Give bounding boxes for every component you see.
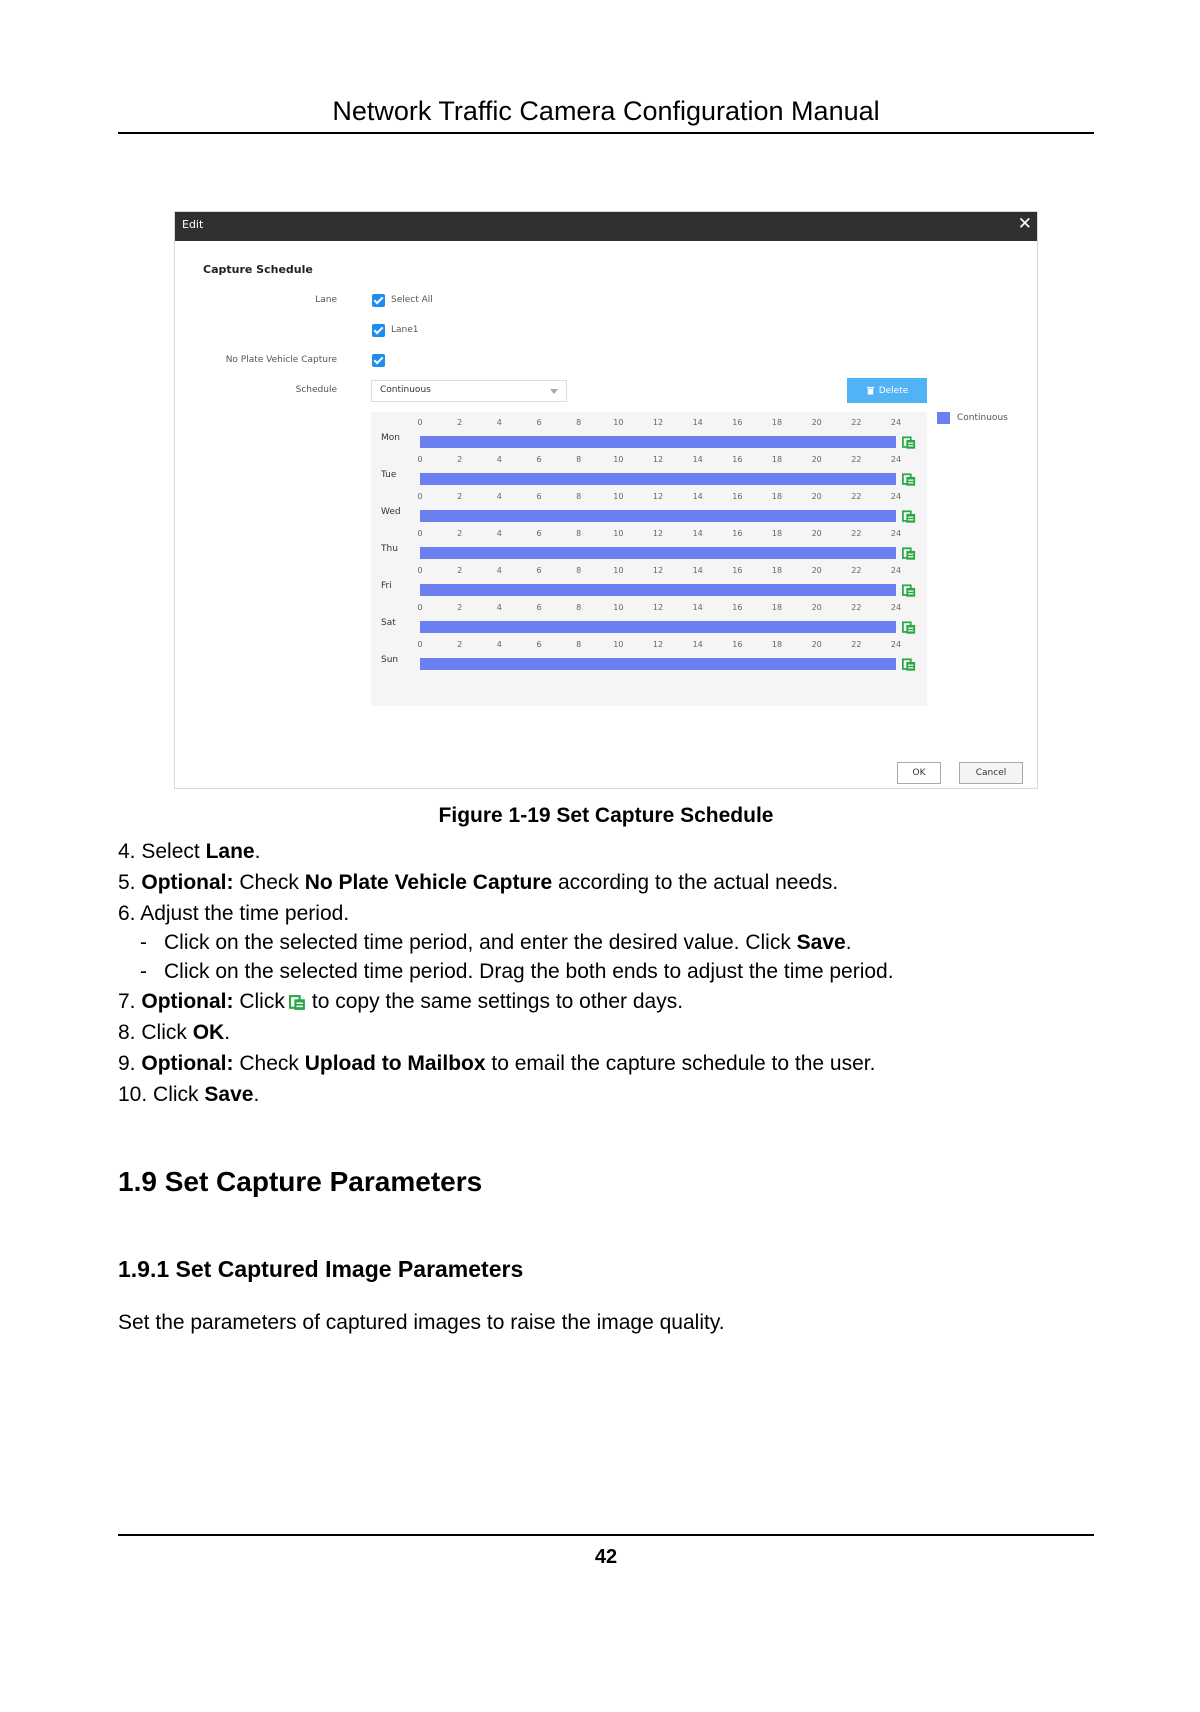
hour-tick-label: 18 (771, 529, 783, 538)
hour-tick-label: 12 (652, 529, 664, 538)
hour-tick-label: 8 (576, 455, 582, 464)
hour-tick-label: 4 (496, 603, 502, 612)
time-period-bar[interactable] (420, 510, 896, 522)
hour-tick-label: 10 (613, 566, 624, 575)
step-7 (118, 988, 683, 1016)
hour-tick-label: 16 (732, 418, 743, 427)
step-8 (118, 1019, 230, 1047)
time-period-bar[interactable] (420, 658, 896, 670)
step-number: 8. (118, 1021, 136, 1044)
schedule-row-tue (371, 455, 927, 492)
dialog-titlebar (175, 212, 1037, 241)
hour-tick-label: 2 (457, 529, 463, 538)
step-text: Check (233, 871, 305, 894)
ok-button[interactable]: OK (897, 762, 941, 784)
select-all-checkbox[interactable] (372, 294, 385, 307)
step-bold-text: Upload to Mailbox (304, 1052, 486, 1075)
hour-tick-label: 22 (851, 603, 862, 612)
hour-tick-label: 24 (890, 492, 902, 501)
time-period-bar[interactable] (420, 436, 896, 448)
hour-tick-label: 2 (457, 640, 463, 649)
hour-ticks (371, 418, 927, 430)
hour-tick-label: 4 (496, 455, 502, 464)
step-text-end: . (224, 1021, 231, 1044)
copy-icon[interactable] (902, 436, 916, 450)
bullet-bold-text: Save (796, 931, 846, 954)
schedule-select[interactable] (371, 380, 567, 402)
hour-tick-label: 2 (457, 455, 463, 464)
hour-tick-label: 10 (613, 455, 624, 464)
day-label: Tue (381, 470, 397, 480)
step-9 (118, 1050, 875, 1078)
hour-tick-label: 8 (576, 566, 582, 575)
hour-tick-label: 4 (496, 418, 502, 427)
hour-tick-label: 10 (613, 418, 624, 427)
hour-tick-label: 24 (890, 455, 902, 464)
hour-tick-label: 0 (417, 418, 423, 427)
hour-tick-label: 6 (536, 455, 542, 464)
step-text: Click (153, 1083, 205, 1106)
hour-tick-label: 12 (652, 455, 664, 464)
copy-icon[interactable] (902, 473, 916, 487)
copy-icon[interactable] (902, 621, 916, 635)
hour-tick-label: 6 (536, 492, 542, 501)
step-bold-text: Save (204, 1083, 254, 1106)
schedule-select-value: Continuous (380, 385, 431, 395)
step-text: Check (233, 1052, 305, 1075)
hour-tick-label: 18 (771, 455, 783, 464)
hour-tick-label: 4 (496, 640, 502, 649)
hour-tick-label: 10 (613, 603, 624, 612)
step-text-end: according to the actual needs. (552, 871, 839, 894)
no-plate-checkbox[interactable] (372, 354, 385, 367)
hour-tick-label: 2 (457, 492, 463, 501)
hour-tick-label: 16 (732, 603, 743, 612)
page-header-title: Network Traffic Camera Configuration Manual (332, 96, 880, 126)
optional-label: Optional: (141, 871, 234, 894)
select-all-label: Select All (391, 295, 433, 305)
hour-ticks (371, 529, 927, 541)
copy-icon[interactable] (902, 547, 916, 561)
hour-tick-label: 20 (811, 455, 822, 464)
step-6 (118, 900, 349, 928)
delete-button[interactable] (847, 378, 927, 403)
hour-tick-label: 4 (496, 566, 502, 575)
hour-tick-label: 10 (613, 492, 624, 501)
schedule-grid (371, 412, 927, 706)
time-period-bar[interactable] (420, 621, 896, 633)
hour-tick-label: 16 (732, 492, 743, 501)
time-period-bar[interactable] (420, 547, 896, 559)
page-number: 42 (594, 1546, 618, 1568)
step-number: 6. (118, 902, 136, 925)
hour-tick-label: 0 (417, 492, 423, 501)
trash-icon (866, 386, 875, 395)
bullet-text: Click on the selected time period. Drag the both ends to adjust the time period. (164, 960, 894, 983)
hour-tick-label: 8 (576, 640, 582, 649)
schedule-row-mon (371, 418, 927, 455)
hour-tick-label: 4 (496, 529, 502, 538)
hour-tick-label: 12 (652, 418, 664, 427)
step-text: Click (233, 990, 285, 1013)
header-rule (118, 132, 1094, 134)
hour-tick-label: 8 (576, 492, 582, 501)
step-text: Click (141, 1021, 193, 1044)
hour-tick-label: 10 (613, 640, 624, 649)
hour-tick-label: 20 (811, 640, 822, 649)
copy-icon[interactable] (902, 658, 916, 672)
hour-tick-label: 14 (692, 418, 703, 427)
dialog-title: Edit (182, 218, 204, 231)
hour-tick-label: 24 (890, 418, 902, 427)
chevron-down-icon (550, 389, 558, 394)
bullet-text-end: . (845, 931, 852, 954)
body-paragraph: Set the parameters of captured images to raise the image quality. (118, 1311, 725, 1334)
hour-tick-label: 18 (771, 566, 783, 575)
hour-tick-label: 22 (851, 492, 862, 501)
step-number: 4. (118, 840, 136, 863)
hour-tick-label: 12 (652, 566, 664, 575)
step-4 (118, 838, 260, 866)
time-period-bar[interactable] (420, 584, 896, 596)
hour-tick-label: 22 (851, 566, 862, 575)
schedule-label: Schedule (295, 385, 337, 395)
subsection-heading: 1.9.1 Set Captured Image Parameters (118, 1256, 524, 1282)
cancel-button[interactable]: Cancel (959, 762, 1023, 784)
hour-tick-label: 22 (851, 640, 862, 649)
hour-tick-label: 0 (417, 529, 423, 538)
bullet-text: Click on the selected time period, and enter the desired value. Click (164, 931, 797, 954)
hour-tick-label: 2 (457, 603, 463, 612)
hour-tick-label: 14 (692, 455, 703, 464)
hour-tick-label: 18 (771, 418, 783, 427)
hour-tick-label: 16 (732, 566, 743, 575)
hour-tick-label: 12 (652, 492, 664, 501)
day-label: Sun (381, 655, 399, 665)
hour-tick-label: 8 (576, 418, 582, 427)
hour-tick-label: 6 (536, 640, 542, 649)
hour-tick-label: 14 (692, 529, 703, 538)
hour-tick-label: 4 (496, 492, 502, 501)
bullet-dash: - (140, 960, 147, 983)
day-label: Sat (381, 618, 396, 628)
footer-rule (118, 1534, 1094, 1536)
figure-caption: Figure 1-19 Set Capture Schedule (438, 804, 774, 827)
hour-tick-label: 14 (692, 603, 703, 612)
hour-tick-label: 24 (890, 529, 902, 538)
hour-tick-label: 14 (692, 492, 703, 501)
bullet-dash: - (140, 931, 147, 954)
hour-tick-label: 24 (890, 566, 902, 575)
hour-tick-label: 14 (692, 640, 703, 649)
hour-tick-label: 22 (851, 455, 862, 464)
hour-tick-label: 8 (576, 603, 582, 612)
schedule-row-wed (371, 492, 927, 529)
hour-tick-label: 0 (417, 640, 423, 649)
hour-tick-label: 20 (811, 418, 822, 427)
close-icon[interactable]: ✕ (1017, 214, 1032, 234)
section-heading: 1.9 Set Capture Parameters (118, 1166, 483, 1197)
hour-tick-label: 16 (732, 529, 743, 538)
schedule-row-thu (371, 529, 927, 566)
hour-tick-label: 12 (652, 603, 664, 612)
schedule-row-sat (371, 603, 927, 640)
hour-tick-label: 8 (576, 529, 582, 538)
delete-button-label: Delete (878, 385, 909, 396)
copy-icon (289, 995, 306, 1011)
hour-tick-label: 20 (811, 603, 822, 612)
hour-tick-label: 18 (771, 640, 783, 649)
capture-schedule-dialog (174, 211, 1038, 789)
hour-tick-label: 24 (890, 603, 902, 612)
hour-tick-label: 20 (811, 492, 822, 501)
lane1-label: Lane1 (391, 325, 419, 335)
hour-tick-label: 24 (890, 640, 902, 649)
step-number: 10. (118, 1083, 148, 1106)
copy-icon[interactable] (902, 584, 916, 598)
hour-ticks (371, 492, 927, 504)
hour-tick-label: 20 (811, 566, 822, 575)
step-bold-text: OK (192, 1021, 225, 1044)
hour-tick-label: 18 (771, 492, 783, 501)
hour-tick-label: 6 (536, 529, 542, 538)
hour-tick-label: 12 (652, 640, 664, 649)
optional-label: Optional: (141, 1052, 234, 1075)
hour-tick-label: 10 (613, 529, 624, 538)
legend-swatch (937, 412, 950, 424)
hour-tick-label: 22 (851, 529, 862, 538)
step-6-bullet-2 (140, 958, 894, 986)
lane-label: Lane (315, 295, 337, 305)
hour-tick-label: 16 (732, 455, 743, 464)
hour-tick-label: 6 (536, 418, 542, 427)
time-period-bar[interactable] (420, 473, 896, 485)
legend-label: Continuous (957, 413, 1008, 423)
day-label: Thu (381, 544, 398, 554)
hour-ticks (371, 566, 927, 578)
step-text-end: to email the capture schedule to the user. (485, 1052, 876, 1075)
hour-tick-label: 16 (732, 640, 743, 649)
step-number: 7. (118, 990, 136, 1013)
step-text: Select (141, 840, 206, 863)
day-label: Wed (381, 507, 401, 517)
step-text-end: . (254, 840, 261, 863)
section-title: Capture Schedule (203, 263, 313, 276)
day-label: Fri (381, 581, 392, 591)
hour-tick-label: 6 (536, 566, 542, 575)
hour-tick-label: 22 (851, 418, 862, 427)
step-bold-text: No Plate Vehicle Capture (304, 871, 553, 894)
hour-tick-label: 14 (692, 566, 703, 575)
hour-tick-label: 0 (417, 566, 423, 575)
hour-tick-label: 6 (536, 603, 542, 612)
hour-ticks (371, 603, 927, 615)
hour-tick-label: 20 (811, 529, 822, 538)
step-text-end: . (253, 1083, 260, 1106)
hour-ticks (371, 640, 927, 652)
hour-ticks (371, 455, 927, 467)
schedule-row-fri (371, 566, 927, 603)
copy-icon[interactable] (902, 510, 916, 524)
no-plate-label: No Plate Vehicle Capture (225, 355, 337, 365)
step-text: Adjust the time period. (140, 902, 350, 925)
step-number: 9. (118, 1052, 136, 1075)
step-bold-text: Lane (205, 840, 255, 863)
hour-tick-label: 2 (457, 566, 463, 575)
hour-tick-label: 2 (457, 418, 463, 427)
step-5 (118, 869, 838, 897)
step-10 (118, 1081, 259, 1109)
schedule-row-sun (371, 640, 927, 677)
step-6-bullet-1 (140, 929, 852, 957)
hour-tick-label: 18 (771, 603, 783, 612)
hour-tick-label: 0 (417, 603, 423, 612)
step-text-end: to copy the same settings to other days. (311, 990, 684, 1013)
optional-label: Optional: (141, 990, 234, 1013)
lane1-checkbox[interactable] (372, 324, 385, 337)
day-label: Mon (381, 433, 400, 443)
hour-tick-label: 0 (417, 455, 423, 464)
step-number: 5. (118, 871, 136, 894)
